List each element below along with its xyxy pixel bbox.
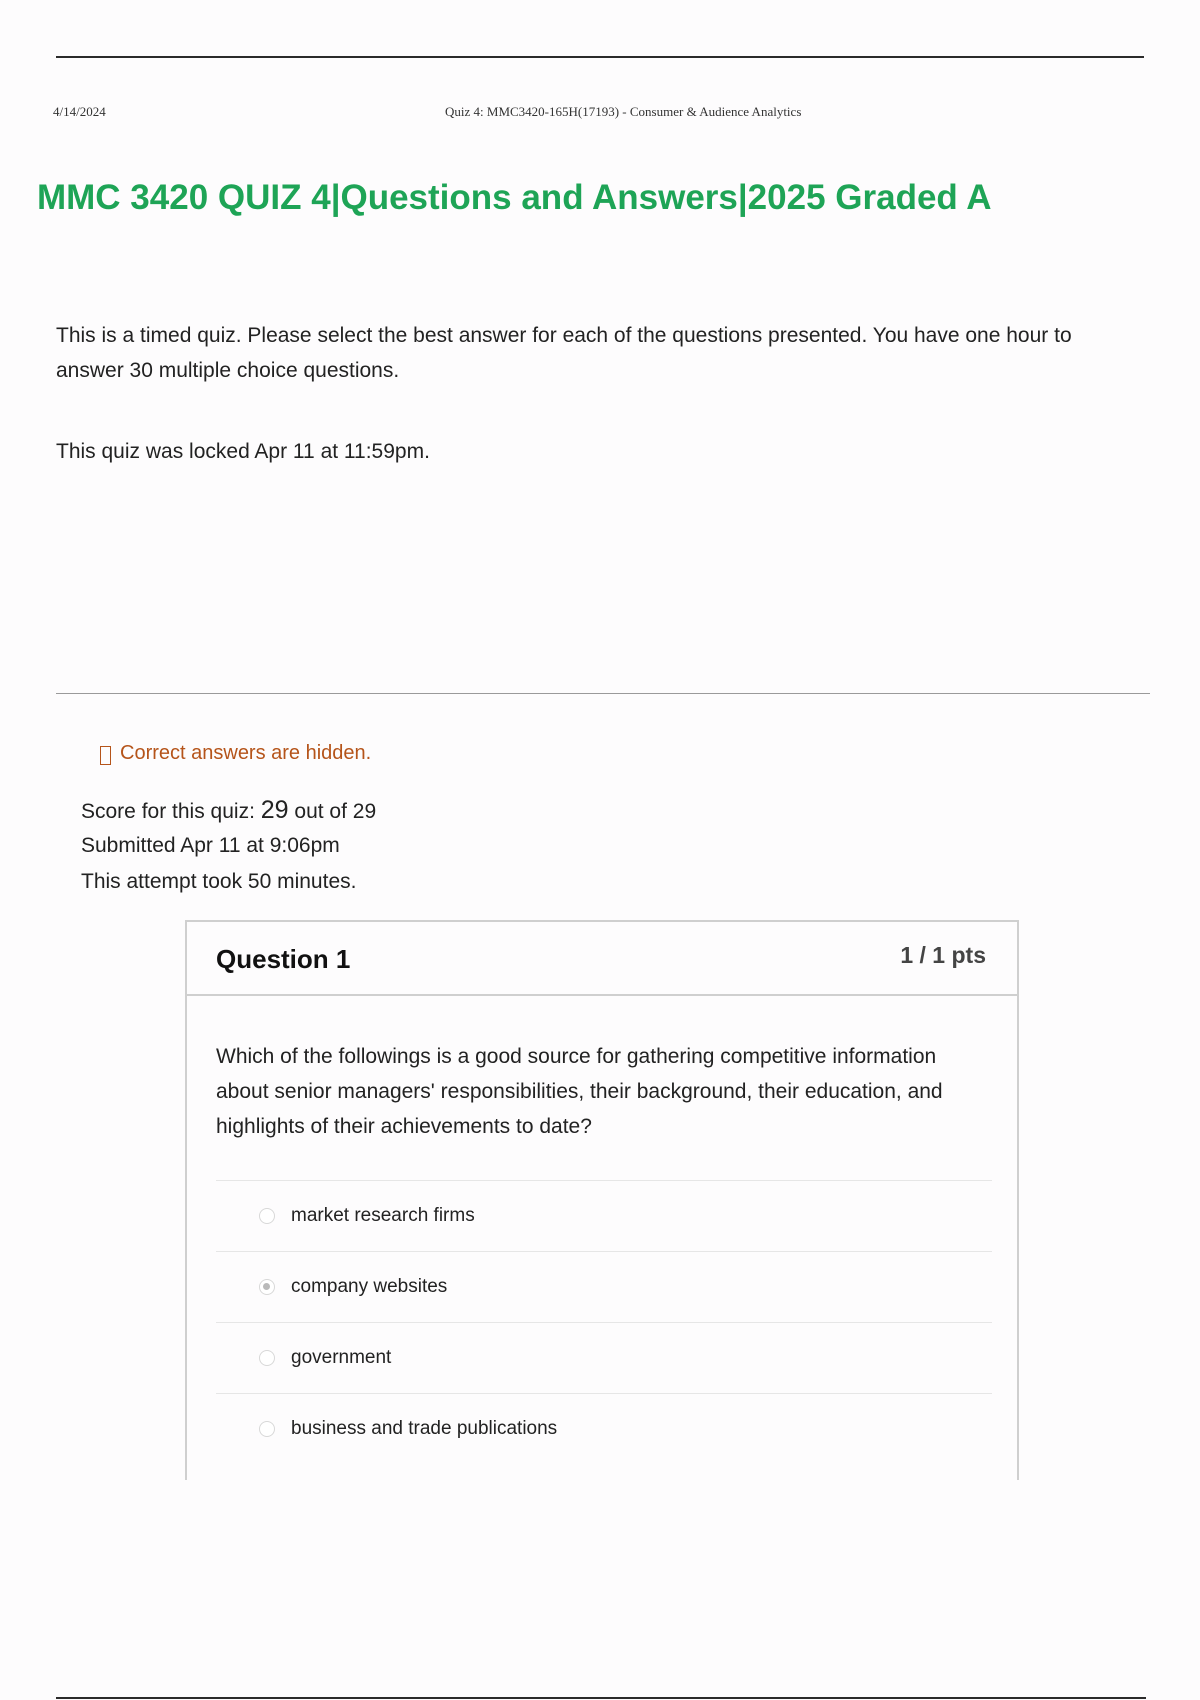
radio-button-icon[interactable] — [259, 1350, 275, 1366]
info-icon — [100, 746, 111, 765]
answers-hidden-notice — [100, 742, 371, 765]
score-line — [81, 792, 376, 828]
print-date: 4/14/2024 — [53, 104, 106, 119]
score-suffix: out of 29 — [288, 800, 377, 823]
answer-option[interactable] — [216, 1322, 992, 1393]
radio-button-selected-icon[interactable] — [259, 1279, 275, 1295]
radio-button-icon[interactable] — [259, 1421, 275, 1437]
answer-label: government — [291, 1347, 392, 1368]
answer-list — [216, 1180, 992, 1464]
score-summary — [81, 792, 376, 900]
question-header — [187, 922, 1017, 996]
score-value: 29 — [260, 796, 289, 824]
quiz-instructions: This is a timed quiz. Please select the best answer for each of the questions presented. You have one hour to answer 30 multiple choice questions. — [56, 324, 1072, 382]
score-prefix: Score for this quiz: — [81, 800, 261, 823]
answer-option[interactable] — [216, 1251, 992, 1322]
question-text: Which of the followings is a good source for gathering competitive information about senior managers' responsibilities, their background, their education, and highlights of their achievements to date? — [216, 1045, 943, 1138]
answer-label: business and trade publications — [291, 1418, 558, 1439]
radio-button-icon[interactable] — [259, 1208, 275, 1224]
document-title: MMC 3420 QUIZ 4|Questions and Answers|2025 Graded A — [37, 178, 992, 217]
answer-option[interactable] — [216, 1393, 992, 1464]
answer-option[interactable] — [216, 1180, 992, 1251]
answers-hidden-text: Correct answers are hidden. — [120, 742, 372, 764]
quiz-locked-notice: This quiz was locked Apr 11 at 11:59pm. — [56, 440, 430, 463]
answer-label: market research firms — [291, 1205, 475, 1226]
question-card — [185, 920, 1019, 1480]
question-title: Question 1 — [216, 944, 351, 974]
duration-line: This attempt took 50 minutes. — [81, 870, 357, 893]
section-divider — [56, 693, 1150, 694]
question-points: 1 / 1 pts — [900, 942, 986, 968]
bottom-rule — [56, 1697, 1146, 1699]
print-header-title: Quiz 4: MMC3420-165H(17193) - Consumer & Audience Analytics — [445, 104, 802, 119]
submitted-line: Submitted Apr 11 at 9:06pm — [81, 834, 340, 857]
top-rule — [56, 56, 1144, 58]
answer-label: company websites — [291, 1276, 448, 1297]
